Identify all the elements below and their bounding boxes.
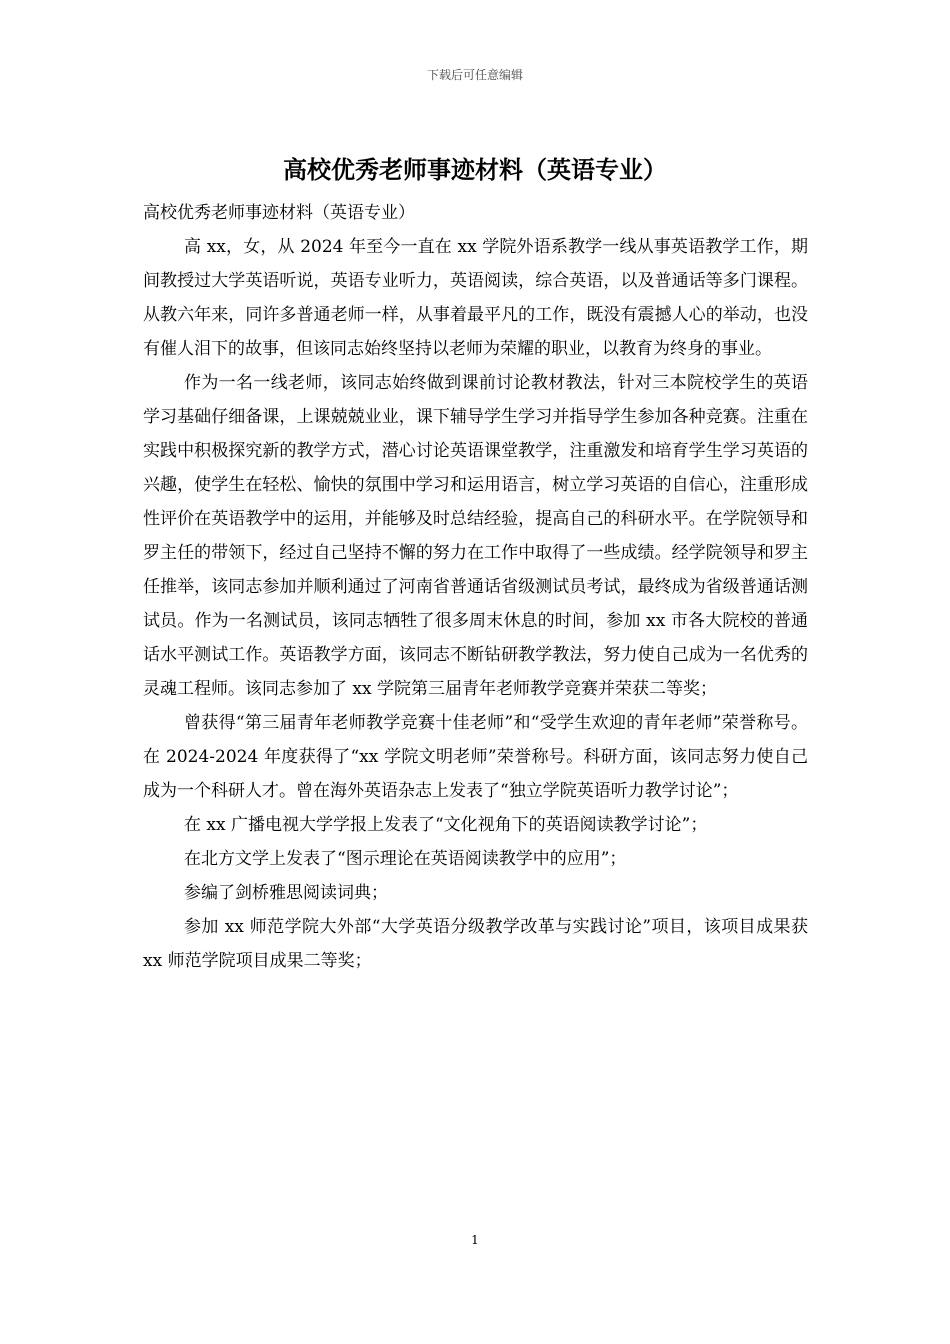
document-title: 高校优秀老师事迹材料（英语专业） [283, 155, 667, 184]
body-paragraph: 作为一名一线老师，该同志始终做到课前讨论教材教法，针对三本院校学生的英语学习基础仔细备课，上课兢兢业业，课下辅导学生学习并指导学生参加各种竞赛。注重在实践中积极探究新的教学方式，潜心讨论英语课堂教学，注重激发和培育学生学习英语的兴趣，使学生在轻松、愉快的氛围中学习和运用语言，树立学习英语的自信心，注重形成性评价在英语教学中的运用，并能够及时总结经验，提高自己的科研水平。在学院领导和罗主任的带领下，经过自己坚持不懈的努力在工作中取得了一些成绩。经学院领导和罗主任推举，该同志参加并顺利通过了河南省普通话省级测试员考试，最终成为省级普通话测试员。作为一名测试员，该同志牺牲了很多周末休息的时间，参加 xx 市各大院校的普通话水平测试工作。英语教学方面，该同志不断钻研教学教法，努力使自己成为一名优秀的灵魂工程师。该同志参加了 xx 学院第三届青年老师教学竞赛并荣获二等奖； [143, 373, 808, 699]
subtitle-paragraph: 高校优秀老师事迹材料（英语专业） [143, 203, 415, 223]
document-body [143, 196, 808, 978]
page-number: 1 [471, 1233, 479, 1247]
body-paragraph: 参加 xx 师范学院大外部“大学英语分级教学改革与实践讨论”项目，该项目成果获 xx 师范学院项目成果二等奖； [143, 917, 808, 971]
body-paragraph: 在 xx 广播电视大学学报上发表了“文化视角下的英语阅读教学讨论”； [184, 815, 708, 835]
body-paragraph: 曾获得“第三届青年老师教学竞赛十佳老师”和“受学生欢迎的青年老师”荣誉称号。在 2024-2024 年度获得了“xx 学院文明老师”荣誉称号。科研方面，该同志努力使自己成为一个科研人才。曾在海外英语杂志上发表了“独立学院英语听力教学讨论”； [143, 713, 808, 801]
body-paragraph: 在北方文学上发表了“图示理论在英语阅读教学中的应用”； [184, 849, 627, 869]
page-header: 下载后可任意编辑 [426, 68, 523, 82]
body-paragraph: 参编了剑桥雅思阅读词典； [184, 883, 388, 903]
body-paragraph: 高 xx，女，从 2024 年至今一直在 xx 学院外语系教学一线从事英语教学工作，期间教授过大学英语听说，英语专业听力，英语阅读，综合英语，以及普通话等多门课程。从教六年来，同许多普通老师一样，从事着最平凡的工作，既没有震撼人心的举动，也没有催人泪下的故事，但该同志始终坚持以老师为荣耀的职业，以教育为终身的事业。 [143, 237, 808, 359]
